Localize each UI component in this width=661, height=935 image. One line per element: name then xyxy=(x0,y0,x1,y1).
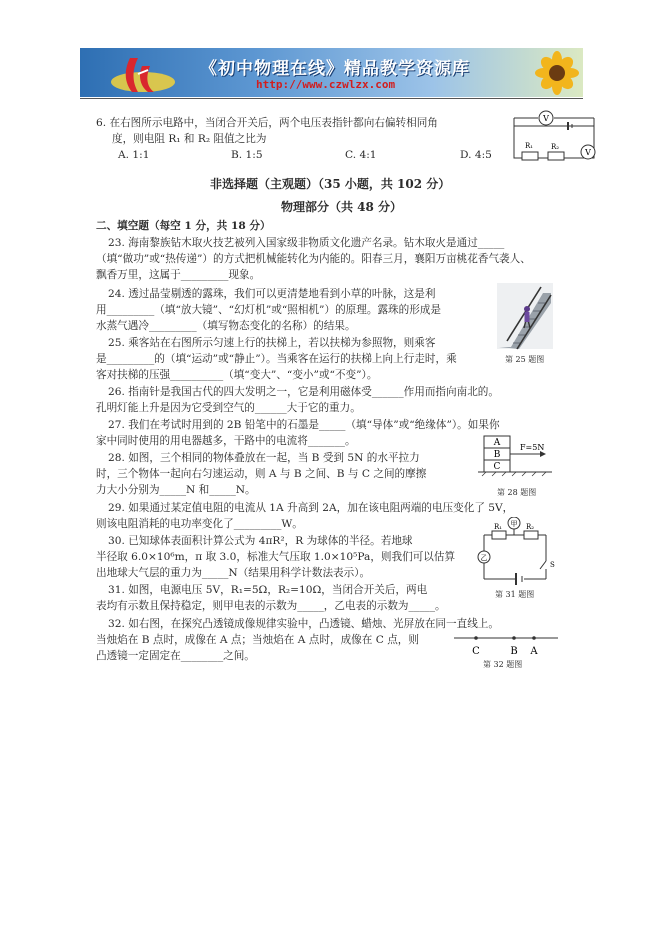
q25-line2: 是_________的（填“运动”或“静止”）。当乘客在运行的扶梯上向上行走时，乘 xyxy=(96,353,457,365)
q6-option-b: B. 1:5 xyxy=(231,149,263,161)
q23-line1: 23. 海南黎族钻木取火技艺被列入国家级非物质文化遗产名录。钻木取火是通过_____ xyxy=(108,237,505,249)
fig25-escalator xyxy=(497,283,553,351)
header-rule xyxy=(80,98,583,99)
fig25-caption: 第 25 题图 xyxy=(505,355,545,364)
fill-blank-heading: 二、填空题（每空 1 分，共 18 分） xyxy=(96,220,271,232)
q30-line2: 半径取 6.0×10⁶m，π 取 3.0，标准大气压取 1.0×10⁵Pa，则我们可以估算 xyxy=(96,551,456,563)
fig28-caption: 第 28 题图 xyxy=(497,488,537,497)
physics-title: 物理部分（共 48 分） xyxy=(281,200,403,214)
q28-line3: 力大小分别为_____N 和_____N。 xyxy=(96,484,256,496)
site-banner xyxy=(80,48,583,97)
q24-line3: 水蒸气遇冷_________（填写物态变化的名称）的结果。 xyxy=(96,320,356,332)
q6-voltmeter-1-label: V xyxy=(543,114,549,123)
q6-option-d: D. 4:5 xyxy=(460,149,492,161)
q6-circuit-figure xyxy=(508,108,600,164)
point-a-label: A xyxy=(530,646,538,657)
q23-line2: （填“做功”或“热传递”）的方式把机械能转化为内能的。阳春三月，襄阳万亩桃花香气袭人、 xyxy=(96,253,531,265)
block-b-label: B xyxy=(493,450,501,460)
q29-line1: 29. 如果通过某定值电阻的电流从 1A 升高到 2A，加在该电阻两端的电压变化了 5V， xyxy=(108,502,514,514)
fig31-r1-label: R₁ xyxy=(494,523,503,531)
q6-line2: 度，则电阻 R₁ 和 R₂ 阻值之比为 xyxy=(112,133,267,145)
q6-r1-label: R₁ xyxy=(525,142,534,150)
block-a-label: A xyxy=(493,438,501,448)
q30-line1: 30. 已知球体表面积计算公式为 4πR²，R 为球体的半径。若地球 xyxy=(108,535,413,547)
q6-voltmeter-2-label: V xyxy=(585,148,591,157)
q25-line3: 客对扶梯的压强__________（填“变大”、“变小”或“不变”）。 xyxy=(96,369,378,381)
banner-url[interactable]: http://www.czwlzx.com xyxy=(256,78,396,91)
fig31-r2-label: R₂ xyxy=(526,523,535,531)
q26-line1: 26. 指南针是我国古代的四大发明之一，它是利用磁体受______作用而指向南北的。 xyxy=(108,386,499,398)
q6-line1: 6. 在右图所示电路中，当闭合开关后，两个电压表指针都向右偏转相同角 xyxy=(96,117,438,129)
q6-option-a: A. 1:1 xyxy=(118,149,150,161)
q6-option-c: C. 4:1 xyxy=(345,149,377,161)
q31-line1: 31. 如图，电源电压 5V，R₁=5Ω，R₂=10Ω，当闭合开关后，两电 xyxy=(108,584,428,596)
switch-label: S xyxy=(550,561,555,569)
q24-line1: 24. 透过晶莹剔透的露珠，我们可以更清楚地看到小草的叶脉，这是利 xyxy=(108,288,436,300)
sunflower-icon xyxy=(519,50,579,96)
q23-line3: 飘香万里，这属于_________现象。 xyxy=(96,269,261,281)
q26-line2: 孔明灯能上升是因为它受到空气的______大于它的重力。 xyxy=(96,402,361,414)
fig31-circuit xyxy=(474,517,558,587)
q29-line2: 则该电阻消耗的电功率变化了_________W。 xyxy=(96,518,303,530)
q32-line1: 32. 如右图，在探究凸透镜成像规律实验中，凸透镜、蜡烛、光屏放在同一直线上。 xyxy=(108,618,499,630)
section-title: 非选择题（主观题）（35 小题，共 102 分） xyxy=(210,177,451,191)
point-b-label: B xyxy=(510,646,518,657)
fig32-caption: 第 32 题图 xyxy=(483,660,523,669)
q28-line1: 28. 如图，三个相同的物体叠放在一起，当 B 受到 5N 的水平拉力 xyxy=(108,452,420,464)
banner-title: 《初中物理在线》精品教学资源库 xyxy=(200,59,470,79)
q27-line2: 家中同时使用的用电器越多，干路中的电流将_______。 xyxy=(96,435,356,447)
q32-line2: 当烛焰在 B 点时，成像在 A 点；当烛焰在 A 点时，成像在 C 点，则 xyxy=(96,634,419,646)
q25-line1: 25. 乘客站在右图所示匀速上行的扶梯上，若以扶梯为参照物，则乘客 xyxy=(108,337,436,349)
fig28-stacked-blocks xyxy=(478,432,556,484)
meter-yi-label: 乙 xyxy=(480,554,488,562)
meter-jia-label: 甲 xyxy=(510,520,518,528)
q6-r2-label: R₂ xyxy=(551,143,560,151)
site-logo-icon xyxy=(108,52,178,96)
q31-line2: 表均有示数且保持稳定，则甲电表的示数为_____，乙电表的示数为_____。 xyxy=(96,600,446,612)
q30-line3: 出地球大气层的重力为_____N（结果用科学计数法表示）。 xyxy=(96,567,371,579)
point-c-label: C xyxy=(472,646,480,657)
fig32-points-line xyxy=(454,628,558,660)
block-c-label: C xyxy=(493,462,501,472)
fig31-caption: 第 31 题图 xyxy=(495,590,535,599)
q28-line2: 时，三个物体一起向右匀速运动，则 A 与 B 之间、B 与 C 之间的摩擦 xyxy=(96,468,427,480)
force-label: F=5N xyxy=(520,443,545,452)
q27-line1: 27. 我们在考试时用到的 2B 铅笔中的石墨是_____（填“导体”或“绝缘体”）。如果你 xyxy=(108,419,500,431)
q32-line3: 凸透镜一定固定在________之间。 xyxy=(96,650,255,662)
q24-line2: 用_________（填“放大镜”、“幻灯机”或“照相机”）的原理。露珠的形成是 xyxy=(96,304,442,316)
